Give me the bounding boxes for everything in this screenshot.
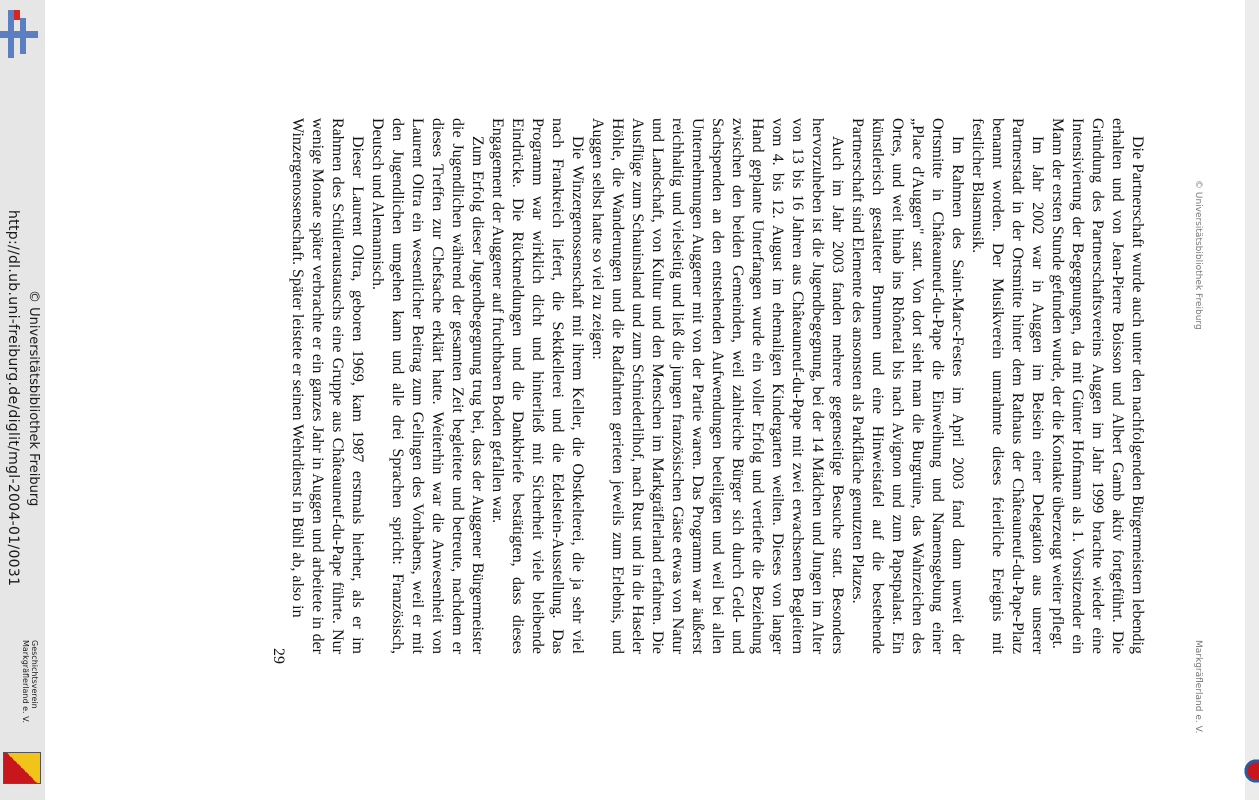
running-head-right: Markgräflerland e. V. <box>1193 640 1203 734</box>
body-text <box>287 118 1147 654</box>
paragraph: Dieser Laurent Oltra, geboren 1969, kam 1987 erstmals hierher, als er im Rahmen des Schüleraustauschs eine Gruppe aus Châteauneuf-du-Pape führte. Nur wenige Monate später verbrachte er ein ganzes Jahr in Auggen und arbeitete in der Winzergenossenschaft. Später leistete er seinen Wehrdienst in Bühl ab, also in <box>289 118 366 654</box>
scanned-page <box>27 0 1205 800</box>
society-line-2: Markgräflerland e. V. <box>21 640 30 724</box>
next-page-crest-icon <box>1244 756 1259 786</box>
paragraph: Die Partnerschaft wurde auch unter den nachfolgenden Bürgermeistern lebendig erhalten und von Jean-Pierre Boisson und Albert Gamb aktiv fortgeführt. Die Gründung des Partnerschaftsvereins Auggen im Jahr 1999 brachte wieder eine Intensivierung der Begegnungen, da mit Günter Hofmann als 1. Vorsitzender ein Mann der ersten Stunde gefunden wurde, der die Kontakte überzeugt weiter pflegt. <box>1049 118 1146 654</box>
society-line-1: Geschichtsverein <box>30 640 39 709</box>
paragraph: Zum Erfolg dieser Jugendbegegnung trug bei, dass der Auggener Bürgermeister die Jugendlichen während der gesamten Zeit begleitete und betreute, nachdem er dieses Treffen zur Chefsache erklärt hatte. Weiterhin war die Anwesenheit von Laurent Oltra ein wesentlicher Beitrag zum Gelingen des Vorhabens, weil er mit den Jugendlichen umgehen kann und alle drei Sprachen spricht: Französisch, Deutsch und Alemannisch. <box>369 118 486 654</box>
paragraph: Die Winzergenossenschaft mit ihrem Keller, die Obstkelterei, die ja sehr viel nach Frankreich liefert, die Sektkellerei und die Edelstein-Ausstellung. Das Programm war wirklich dicht und hinterließ mit Sicherheit viele bleibende Eindrücke. Die Rückmeldungen und die Dankbriefe bestätigten, dass dieses Engagement der Auggener auf fruchtbaren Boden gefallen war. <box>489 118 586 654</box>
permalink-url[interactable]: http://dl.ub.uni-freiburg.de/diglit/mgl-2004-01/0031 <box>5 210 21 587</box>
running-head: © Universitätsbibliothek Freiburg <box>1193 180 1203 330</box>
page-number: 29 <box>270 648 287 664</box>
paragraph: Auch im Jahr 2003 fanden mehrere gegenseitige Besuche statt. Besonders hervorzuheben ist die Jugendbegegnung, bei der 14 Mädchen und Jungen im Alter von 13 bis 16 Jahren aus Châteauneuf-du-Pape mit zwei erwachsenen Begleitern vom 4. bis 12. August im ehemaligen Kindergarten weilten. Dieses von langer Hand geplante Unterfangen wurde ein voller Erfolg und vertiefte die Beziehung zwischen den beiden Gemeinden, weil zahlreiche Bürger sich durch Geld- und Sachspenden an den entstehenden Aufwendungen beteiligten und weil bei allen Unternehmungen Auggener mit von der Partie waren. Das Programm war äußerst reichhaltig und vielseitig und ließ die jungen französischen Gäste etwas von Natur und Landschaft, von Kultur und den Menschen im Markgräflerland erfahren. Die Ausflüge zum Schauinsland und zum Schniederlihof, nach Rust und in die Haseler Höhle, die Wanderungen und die Radfahrten gerieten jeweils zum Erlebnis, und Auggen selbst hatte so viel zu zeigen: <box>589 118 846 654</box>
paragraph: Im Jahr 2002 war in Auggen im Beisein einer Delegation aus unserer Partnerstadt in der Ortsmitte hinter dem Rathaus der Châteauneuf-du-Pape-Platz benannt worden. Der Musikverein umrahmte dieses feierliche Ereignis mit festlicher Blasmusik. <box>969 118 1046 654</box>
copyright-notice: © Universitätsbibliothek Freiburg <box>26 290 41 507</box>
viewer-right-gutter <box>1245 0 1259 800</box>
paragraph: Im Rahmen des Saint-Marc-Festes im April 2003 fand dann unweit der Ortsmitte in Châteauneuf-du-Pape die Einweihung und Namensgebung einer „Place d'Auggen" statt. Von dort sieht man die Burgruine, das Wahrzeichen des Ortes, und weit hinab ins Rhônetal bis nach Avignon und zum Papstpalast. Ein künstlerisch gestalteter Brunnen und eine Hinweistafel auf die bestehende Partnerschaft sind Elemente des ansonsten als Parkfläche genutzten Platzes. <box>849 118 966 654</box>
